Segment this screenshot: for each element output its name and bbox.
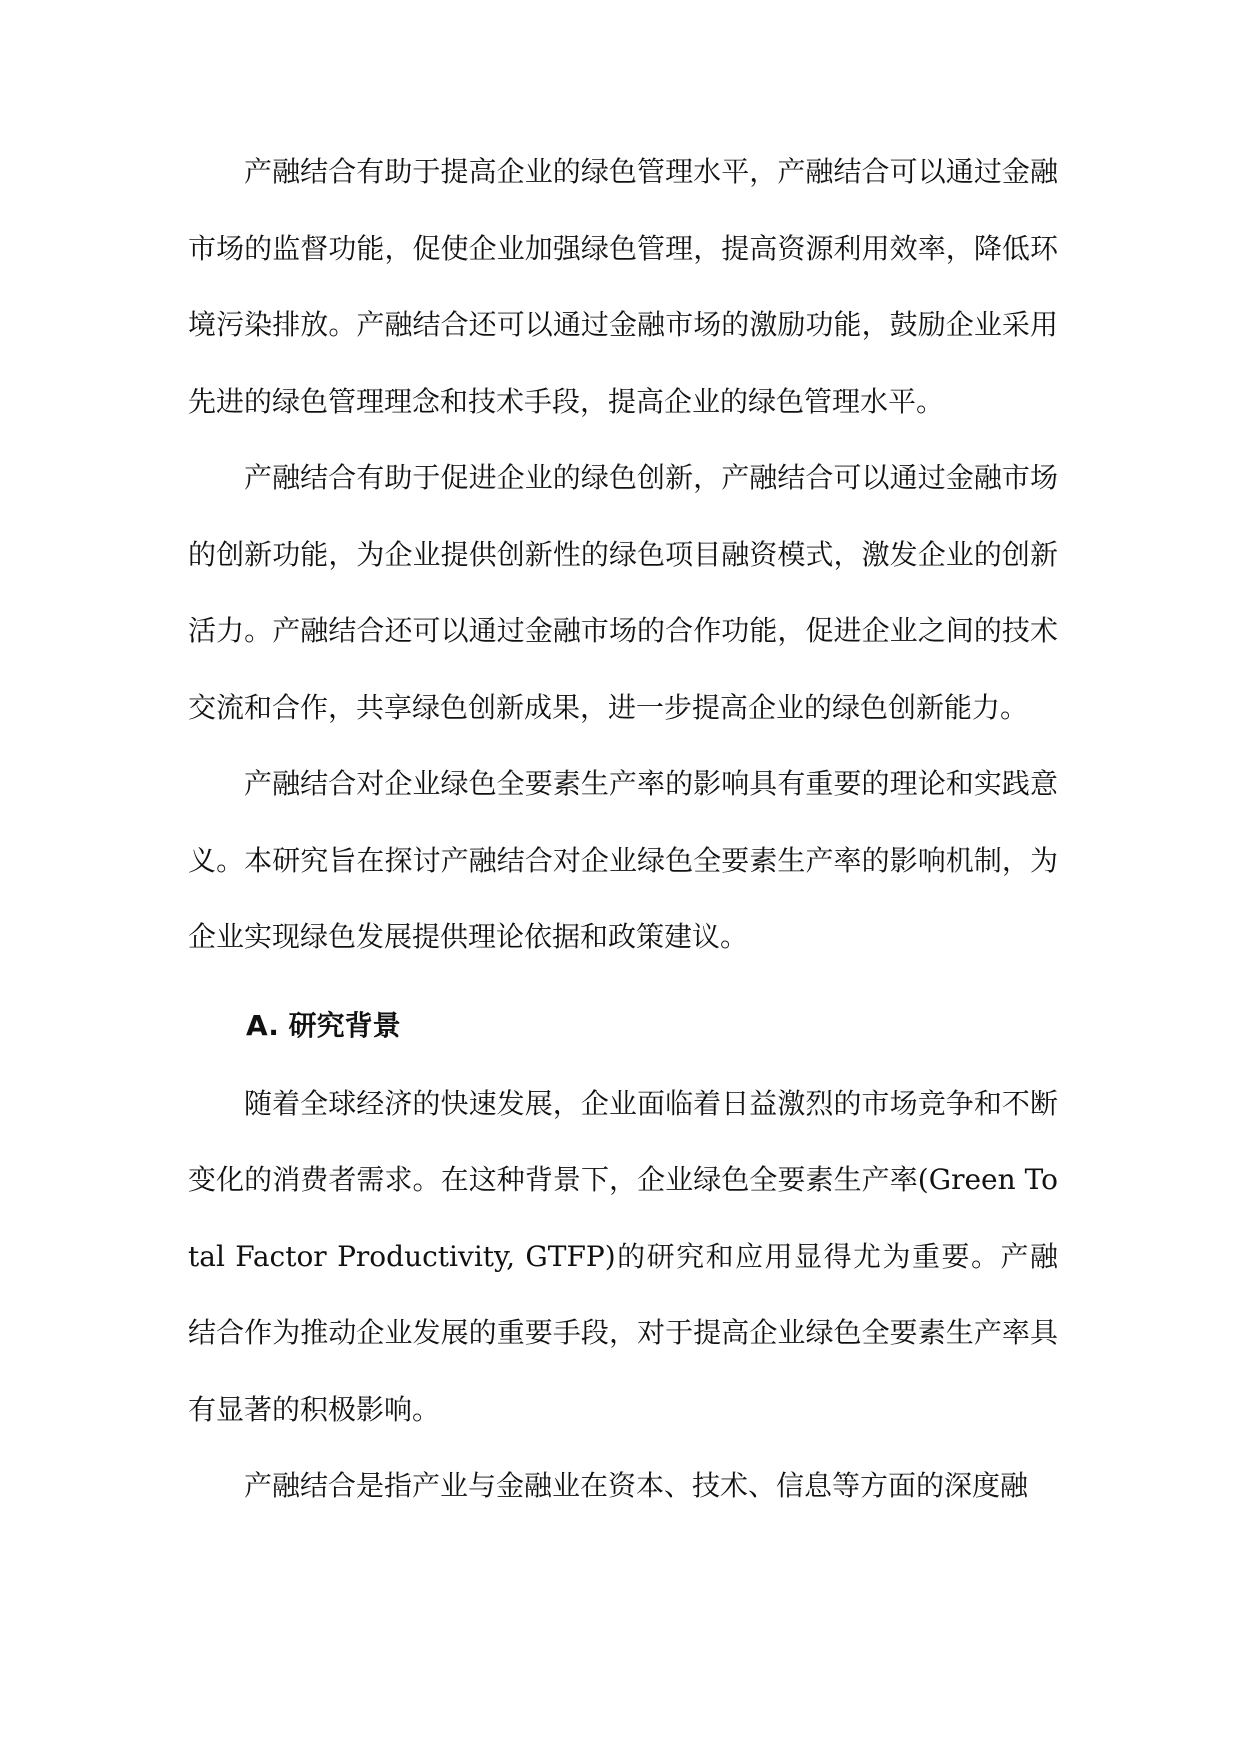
- paragraph-green-management: 产融结合有助于提高企业的绿色管理水平，产融结合可以通过金融市场的监督功能，促使企业加强绿色管理，提高资源利用效率，降低环境污染排放。产融结合还可以通过金融市场的激励功能，鼓励企业采用先进的绿色管理理念和技术手段，提高企业的绿色管理水平。: [188, 155, 1058, 418]
- section-heading: A. 研究背景: [246, 1008, 401, 1042]
- paragraph-definition: 产融结合是指产业与金融业在资本、技术、信息等方面的深度融: [244, 1469, 1029, 1502]
- paragraph-background: 随着全球经济的快速发展，企业面临着日益激烈的市场竞争和不断变化的消费者需求。在这种背景下，企业绿色全要素生产率(Green Total Factor Productivity, GTFP)的研究和应用显得尤为重要。产融结合作为推动企业发展的重要手段，对于提高企业绿色全要素生产率具有显著的积极影响。: [188, 1086, 1058, 1426]
- paragraph-significance: 产融结合对企业绿色全要素生产率的影响具有重要的理论和实践意义。本研究旨在探讨产融结合对企业绿色全要素生产率的影响机制，为企业实现绿色发展提供理论依据和政策建议。: [188, 767, 1058, 953]
- paragraph-green-innovation: 产融结合有助于促进企业的绿色创新，产融结合可以通过金融市场的创新功能，为企业提供创新性的绿色项目融资模式，激发企业的创新活力。产融结合还可以通过金融市场的合作功能，促进企业之间的技术交流和合作，共享绿色创新成果，进一步提高企业的绿色创新能力。: [188, 461, 1058, 724]
- document-body: [188, 134, 1058, 1525]
